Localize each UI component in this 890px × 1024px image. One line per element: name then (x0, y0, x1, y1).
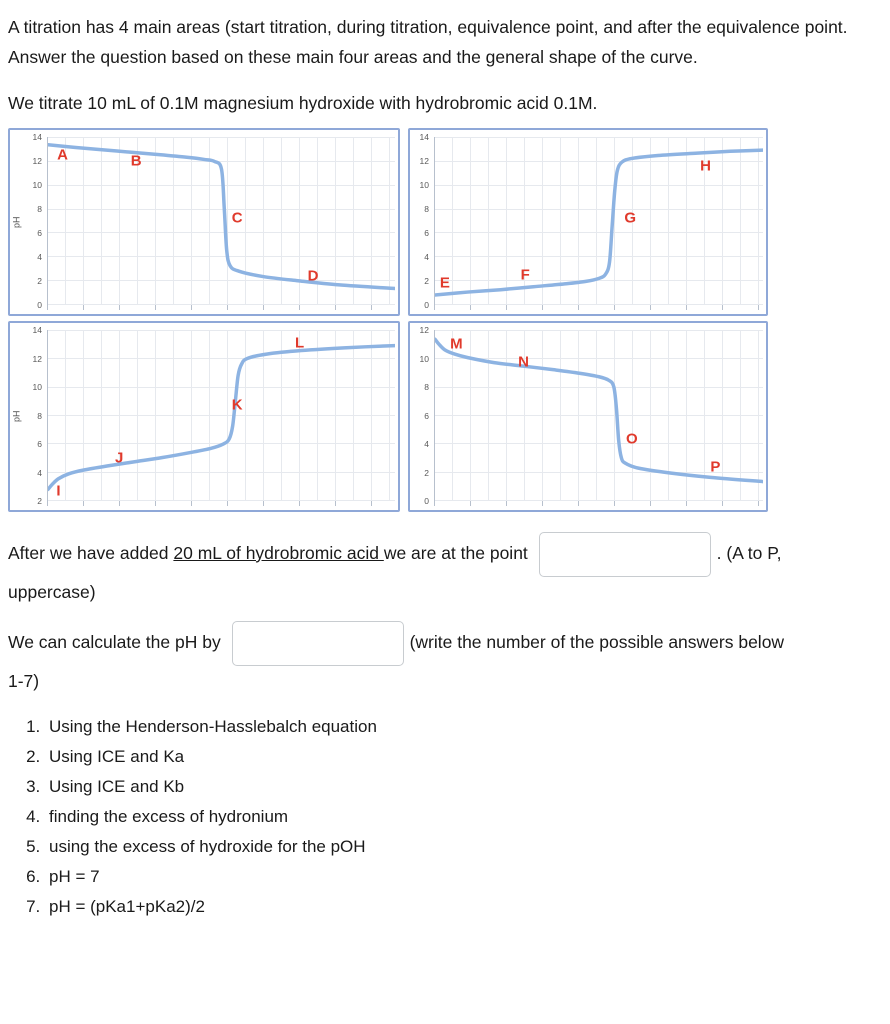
question-point-suffix: . (A to P, (716, 543, 782, 564)
question-method-suffix: (write the number of the possible answers below (409, 632, 785, 653)
y-tick-label: 6 (37, 228, 42, 238)
plot-area (47, 137, 395, 305)
titration-setup-paragraph: We titrate 10 mL of 0.1M magnesium hydroxide with hydrobromic acid 0.1M. (8, 93, 598, 113)
titration-chart-bottom-right (408, 321, 768, 512)
answer-option-7: 7. pH = (pKa1+pKa2)/2 (45, 896, 878, 917)
question-method (8, 621, 878, 696)
chart-inner (23, 130, 398, 314)
titration-chart-top-left (8, 128, 400, 316)
horizontal-gridline (48, 304, 395, 305)
question-point (8, 532, 878, 607)
plot-area (434, 330, 763, 501)
x-axis-ticks (47, 305, 395, 310)
y-tick-label: 12 (419, 325, 429, 335)
x-axis-ticks (47, 501, 395, 506)
y-tick-label: 8 (424, 204, 429, 214)
x-axis-ticks (434, 305, 763, 310)
y-tick-label: 6 (424, 410, 429, 421)
question-point-prefix: After we have added (8, 543, 174, 564)
y-tick-label: 0 (424, 496, 429, 506)
chart-inner (23, 323, 398, 510)
point-label-i: I (56, 482, 61, 500)
y-tick-label: 4 (424, 439, 429, 449)
y-axis-label: pH (11, 410, 22, 423)
chart-inner (410, 130, 766, 314)
point-label-g: G (624, 209, 636, 227)
chart-inner (410, 323, 766, 510)
plot-column (47, 330, 395, 508)
y-tick-label: 10 (32, 180, 42, 190)
y-tick-label: 2 (424, 467, 429, 478)
point-label-f: F (520, 266, 530, 284)
point-label-h: H (700, 157, 712, 175)
point-labels (48, 330, 395, 500)
y-tick-label: 14 (419, 132, 429, 142)
point-label-d: D (307, 267, 319, 285)
y-tick-label: 10 (419, 180, 429, 190)
point-label-e: E (439, 274, 450, 292)
point-label-l: L (294, 334, 305, 352)
point-label-c: C (231, 209, 243, 227)
question-point-suffix-line2: uppercase) (8, 582, 96, 602)
point-label-b: B (130, 152, 142, 170)
y-axis-ticks (410, 325, 434, 506)
titration-charts-grid (8, 128, 878, 512)
intro-paragraph: A titration has 4 main areas (start titration, during titration, equivalence point, and after the equivalence point. Answer the question based on these main four areas and the general shape of the curve. (8, 17, 848, 67)
point-label-n: N (518, 353, 529, 371)
point-label-j: J (114, 449, 124, 466)
y-tick-label: 4 (424, 252, 429, 262)
plot-area (434, 137, 763, 305)
y-tick-label: 6 (424, 228, 429, 238)
answer-option-6: 6. pH = 7 (45, 866, 878, 887)
y-axis-ticks (23, 132, 47, 310)
y-tick-label: 10 (419, 353, 429, 364)
y-tick-label: 0 (424, 300, 429, 310)
y-tick-label: 12 (32, 353, 42, 364)
question-point-middle: we are at the point (383, 543, 533, 564)
point-labels (48, 137, 395, 304)
y-axis-ticks (410, 132, 434, 310)
answer-option-3: 3. Using ICE and Kb (45, 776, 878, 797)
ph-method-answer-input[interactable] (232, 621, 404, 666)
horizontal-gridline (435, 500, 763, 501)
titration-chart-bottom-left (8, 321, 400, 512)
y-tick-label: 8 (37, 204, 42, 214)
y-tick-label: 8 (424, 382, 429, 392)
y-tick-label: 14 (32, 132, 42, 142)
plot-area (47, 330, 395, 501)
answer-option-2: 2. Using ICE and Ka (45, 746, 878, 767)
question-method-suffix-line2: 1-7) (8, 671, 40, 691)
question-point-underlined: 20 mL of hydrobromic acid (173, 543, 384, 564)
y-tick-label: 2 (424, 276, 429, 286)
x-axis-ticks (434, 501, 763, 506)
point-label-m: M (450, 335, 463, 353)
answer-options-list (8, 716, 878, 917)
y-axis-ticks (23, 325, 47, 506)
titration-chart-top-right (408, 128, 768, 316)
horizontal-gridline (48, 500, 395, 501)
question-method-prefix: We can calculate the pH by (8, 632, 226, 653)
y-tick-label: 8 (37, 410, 42, 421)
point-answer-input[interactable] (539, 532, 711, 577)
plot-column (434, 137, 763, 312)
y-tick-label: 2 (37, 276, 42, 286)
point-labels (435, 330, 763, 500)
y-tick-label: 4 (37, 252, 42, 262)
answer-option-1: 1. Using the Henderson-Hasslebalch equation (45, 716, 878, 737)
y-tick-label: 12 (419, 156, 429, 166)
y-tick-label: 6 (37, 439, 42, 449)
point-labels (435, 137, 763, 304)
point-label-o: O (625, 430, 638, 448)
point-label-a: A (57, 146, 68, 164)
horizontal-gridline (435, 304, 763, 305)
point-label-p: P (710, 458, 721, 476)
y-tick-label: 4 (37, 467, 42, 478)
plot-column (434, 330, 763, 508)
point-label-k: K (231, 396, 243, 414)
y-tick-label: 0 (37, 300, 42, 310)
y-axis-label: pH (11, 216, 22, 228)
y-tick-label: 2 (37, 496, 42, 506)
answer-option-4: 4. finding the excess of hydronium (45, 806, 878, 827)
answer-option-5: 5. using the excess of hydroxide for the pOH (45, 836, 878, 857)
y-tick-label: 14 (32, 325, 42, 335)
plot-column (47, 137, 395, 312)
y-tick-label: 10 (32, 382, 42, 392)
y-tick-label: 12 (32, 156, 42, 166)
